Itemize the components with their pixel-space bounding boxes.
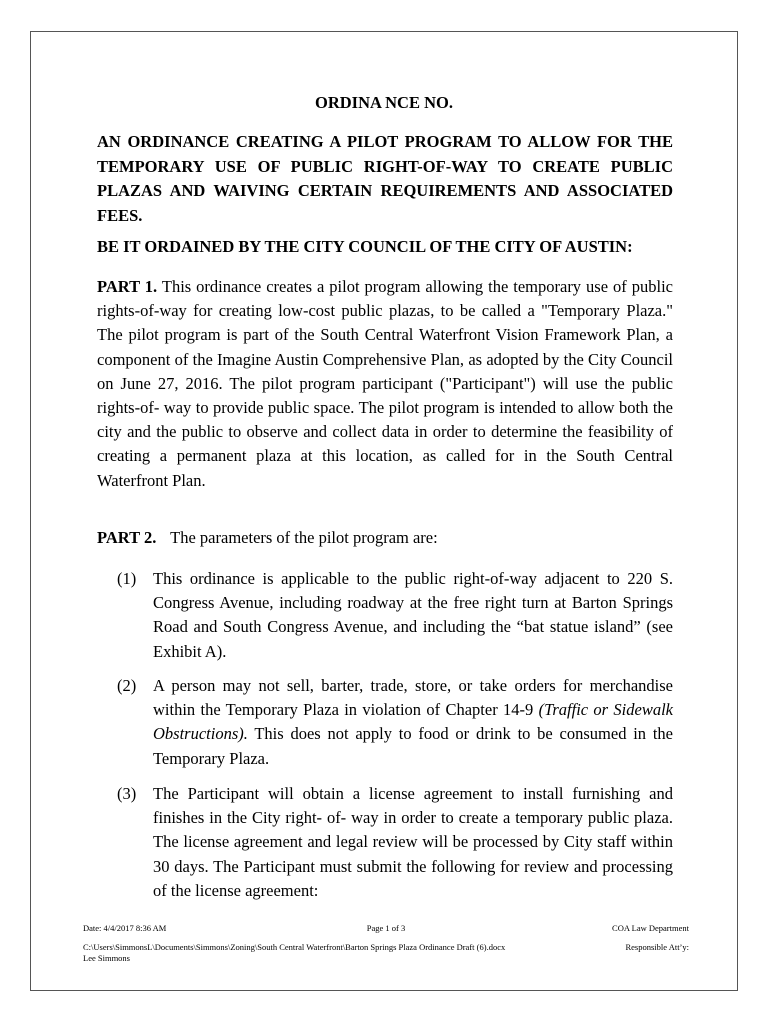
list-item	[117, 674, 673, 771]
list-item-number: (3)	[117, 784, 137, 803]
part-1-label: PART 1.	[97, 277, 158, 296]
list-item-text: This ordinance is applicable to the public right-of-way adjacent to 220 S. Congress Avenue, including roadway at the free right turn at Barton Springs Road and South Congress Avenue, and including the “bat statue island” (see Exhibit A).	[153, 569, 673, 661]
list-item-number: (2)	[117, 676, 137, 695]
part-2-paragraph	[97, 526, 673, 550]
list-item	[117, 567, 673, 664]
footer-file-path: C:\Users\SimmonsL\Documents\Simmons\Zoning\South Central Waterfront\Barton Springs Plaza Ordinance Draft (6).docx	[83, 942, 506, 952]
footer-date: Date: 4/4/2017 8:36 AM	[83, 923, 167, 933]
list-item-number: (1)	[117, 569, 137, 588]
part-2-label: PART 2.	[97, 528, 157, 547]
footer-responsible-label: Responsible Att’y:	[625, 942, 689, 952]
list-item	[117, 782, 673, 903]
list-item-text: The Participant will obtain a license agreement to install furnishing and finishes in the City right- of- way in order to create a temporary public plaza. The license agreement and legal review will be processed by City staff within 30 days. The Participant must submit the following for review and processing of the license agreement:	[153, 784, 673, 900]
footer-page-number: Page 1 of 3	[366, 923, 406, 933]
part-1-text: This ordinance creates a pilot program allowing the temporary use of public rights-of-way for creating low-cost public plazas, to be called a "Temporary Plaza." The pilot program is part of the South Central Waterfront Vision Framework Plan, a component of the Imagine Austin Comprehensive Plan, as adopted by the City Council on June 27, 2016. The pilot program participant ("Participant") will use the public rights-of- way to provide public space. The pilot program is intended to allow both the city and the public to observe and collect data in order to determine the feasibility of creating a permanent plaza at this location, as called for in the South Central Waterfront Plan.	[97, 277, 673, 490]
footer-line-2	[83, 942, 689, 964]
ordinance-title: AN ORDINANCE CREATING A PILOT PROGRAM TO ALLOW FOR THE TEMPORARY USE OF PUBLIC RIGHT-OF-WAY TO CREATE PUBLIC PLAZAS AND WAIVING CERTAIN REQUIREMENTS AND ASSOCIATED FEES.	[97, 132, 673, 225]
footer-department: COA Law Department	[612, 923, 689, 933]
chapter-title-italic: (Traffic or Sidewalk Obstructions).	[153, 700, 674, 744]
part-2-text: The parameters of the pilot program are:	[170, 528, 438, 547]
ordinance-number-heading: ORDINA NCE NO.	[315, 93, 453, 112]
document-page	[30, 31, 738, 991]
ordained-clause: BE IT ORDAINED BY THE CITY COUNCIL OF THE CITY OF AUSTIN:	[97, 237, 633, 256]
list-item-text-part: A person may not sell, barter, trade, store, or take orders for merchandise within the Temporary Plaza in violation of Chapter 14-9	[153, 676, 673, 720]
list-item-text-part: This does not apply to food or drink to be consumed in the Temporary Plaza.	[153, 724, 673, 768]
footer-attorney-name: Lee Simmons	[83, 953, 130, 963]
list-item-text	[153, 674, 673, 771]
part-1-paragraph	[97, 275, 673, 493]
